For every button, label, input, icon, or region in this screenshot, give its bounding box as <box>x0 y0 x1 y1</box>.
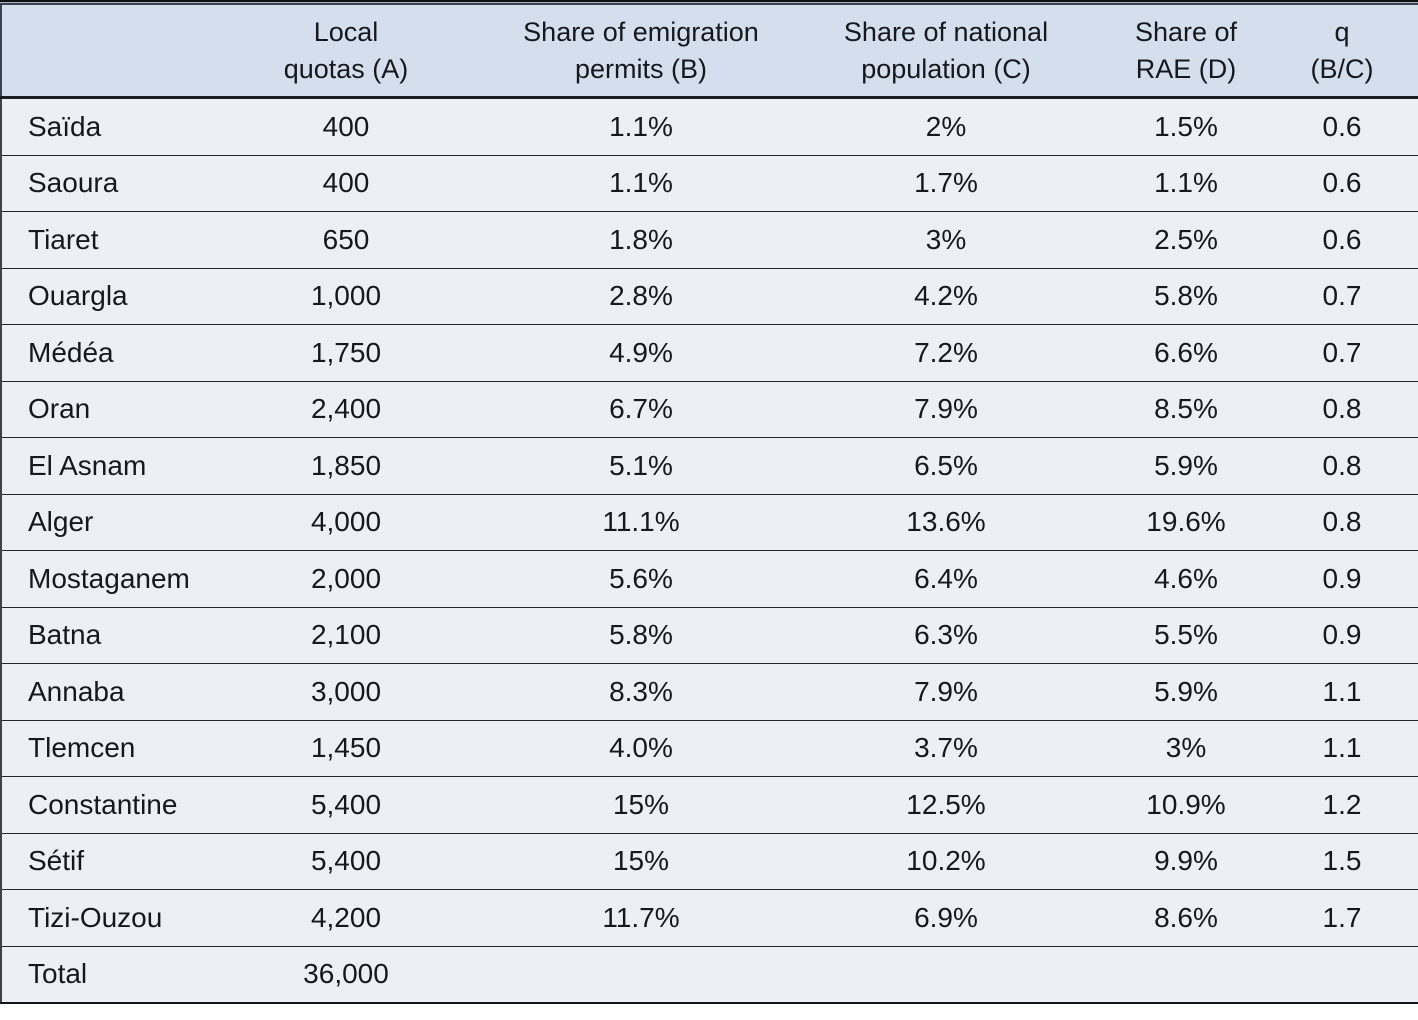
region-name-cell: Oran <box>1 381 196 438</box>
emigration-share-cell: 8.3% <box>496 664 786 721</box>
q-ratio-cell <box>1266 946 1418 1003</box>
col-header-line: Share of <box>1134 16 1238 47</box>
rae-share-cell: 5.5% <box>1106 607 1266 664</box>
q-ratio-cell: 1.5 <box>1266 833 1418 890</box>
emigration-share-cell: 15% <box>496 833 786 890</box>
col-header-emigration-permits <box>496 4 786 98</box>
local-quotas-cell: 4,200 <box>196 890 496 947</box>
q-ratio-cell: 0.9 <box>1266 607 1418 664</box>
q-ratio-cell: 0.9 <box>1266 551 1418 608</box>
population-share-cell: 3% <box>786 212 1106 269</box>
emigration-share-cell: 4.9% <box>496 325 786 382</box>
col-header-rae-share <box>1106 4 1266 98</box>
col-header-line: permits (B) <box>574 53 707 84</box>
col-header-line: RAE (D) <box>1135 53 1237 84</box>
population-share-cell: 3.7% <box>786 720 1106 777</box>
emigration-share-cell: 1.8% <box>496 212 786 269</box>
q-ratio-cell: 1.1 <box>1266 720 1418 777</box>
rae-share-cell: 1.5% <box>1106 98 1266 156</box>
rae-share-cell: 8.6% <box>1106 890 1266 947</box>
col-header-line: (B/C) <box>1310 53 1374 84</box>
emigration-share-cell <box>496 946 786 1003</box>
region-name-cell: Sétif <box>1 833 196 890</box>
region-name-cell: Tlemcen <box>1 720 196 777</box>
emigration-share-cell: 5.6% <box>496 551 786 608</box>
col-header-region-blank <box>1 4 196 98</box>
emigration-share-cell: 6.7% <box>496 381 786 438</box>
population-share-cell: 1.7% <box>786 155 1106 212</box>
rae-share-cell: 9.9% <box>1106 833 1266 890</box>
col-header-q-ratio <box>1266 4 1418 98</box>
emigration-share-cell: 1.1% <box>496 98 786 156</box>
table-row <box>1 833 1418 890</box>
emigration-share-cell: 11.7% <box>496 890 786 947</box>
rae-share-cell: 19.6% <box>1106 494 1266 551</box>
population-share-cell: 7.9% <box>786 381 1106 438</box>
q-ratio-cell: 0.7 <box>1266 325 1418 382</box>
q-ratio-cell: 0.6 <box>1266 212 1418 269</box>
table-row <box>1 720 1418 777</box>
q-ratio-cell: 0.8 <box>1266 381 1418 438</box>
q-ratio-cell: 0.8 <box>1266 438 1418 495</box>
table-row <box>1 494 1418 551</box>
table-row <box>1 607 1418 664</box>
rae-share-cell: 6.6% <box>1106 325 1266 382</box>
rae-share-cell <box>1106 946 1266 1003</box>
table-row-total <box>1 946 1418 1003</box>
region-name-cell: Tiaret <box>1 212 196 269</box>
col-header-line: quotas (A) <box>283 53 409 84</box>
emigration-share-cell: 4.0% <box>496 720 786 777</box>
q-ratio-cell: 0.8 <box>1266 494 1418 551</box>
region-name-cell: Saoura <box>1 155 196 212</box>
local-quotas-cell: 2,000 <box>196 551 496 608</box>
population-share-cell: 13.6% <box>786 494 1106 551</box>
local-quotas-cell: 650 <box>196 212 496 269</box>
table-row <box>1 664 1418 721</box>
table-row <box>1 381 1418 438</box>
q-ratio-cell: 0.7 <box>1266 268 1418 325</box>
region-name-cell: Saïda <box>1 98 196 156</box>
population-share-cell: 4.2% <box>786 268 1106 325</box>
table-row <box>1 268 1418 325</box>
q-ratio-cell: 0.6 <box>1266 98 1418 156</box>
population-share-cell: 7.2% <box>786 325 1106 382</box>
local-quotas-cell: 1,450 <box>196 720 496 777</box>
q-ratio-cell: 1.7 <box>1266 890 1418 947</box>
local-quotas-cell: 1,000 <box>196 268 496 325</box>
population-share-cell: 12.5% <box>786 777 1106 834</box>
table-row <box>1 777 1418 834</box>
col-header-line: Share of emigration <box>523 16 759 47</box>
emigration-share-cell: 11.1% <box>496 494 786 551</box>
region-name-cell: Batna <box>1 607 196 664</box>
table-row <box>1 325 1418 382</box>
rae-share-cell: 5.8% <box>1106 268 1266 325</box>
local-quotas-cell: 36,000 <box>196 946 496 1003</box>
rae-share-cell: 8.5% <box>1106 381 1266 438</box>
rae-share-cell: 5.9% <box>1106 438 1266 495</box>
header-row <box>1 4 1418 98</box>
region-name-cell: Tizi-Ouzou <box>1 890 196 947</box>
population-share-cell: 6.9% <box>786 890 1106 947</box>
emigration-share-cell: 2.8% <box>496 268 786 325</box>
emigration-share-cell: 5.8% <box>496 607 786 664</box>
region-name-cell: Ouargla <box>1 268 196 325</box>
col-header-national-population <box>786 4 1106 98</box>
population-share-cell: 6.5% <box>786 438 1106 495</box>
col-header-line: population (C) <box>861 53 1031 84</box>
emigration-share-cell: 5.1% <box>496 438 786 495</box>
rae-share-cell: 4.6% <box>1106 551 1266 608</box>
emigration-share-cell: 1.1% <box>496 155 786 212</box>
population-share-cell: 6.3% <box>786 607 1106 664</box>
table-row <box>1 212 1418 269</box>
q-ratio-cell: 1.1 <box>1266 664 1418 721</box>
col-header-line: Share of national <box>843 16 1049 47</box>
local-quotas-cell: 5,400 <box>196 833 496 890</box>
local-quotas-cell: 1,750 <box>196 325 496 382</box>
region-name-cell: Constantine <box>1 777 196 834</box>
local-quotas-cell: 4,000 <box>196 494 496 551</box>
local-quotas-cell: 1,850 <box>196 438 496 495</box>
rae-share-cell: 1.1% <box>1106 155 1266 212</box>
local-quotas-cell: 400 <box>196 98 496 156</box>
region-name-cell: Annaba <box>1 664 196 721</box>
q-ratio-cell: 1.2 <box>1266 777 1418 834</box>
local-quotas-cell: 400 <box>196 155 496 212</box>
col-header-line: q <box>1334 16 1350 47</box>
table-row <box>1 98 1418 156</box>
rae-share-cell: 5.9% <box>1106 664 1266 721</box>
table-row <box>1 551 1418 608</box>
local-quotas-cell: 2,400 <box>196 381 496 438</box>
rae-share-cell: 3% <box>1106 720 1266 777</box>
local-quotas-cell: 3,000 <box>196 664 496 721</box>
population-share-cell: 10.2% <box>786 833 1106 890</box>
col-header-local-quotas <box>196 4 496 98</box>
region-name-cell: El Asnam <box>1 438 196 495</box>
local-quotas-cell: 2,100 <box>196 607 496 664</box>
table-row <box>1 155 1418 212</box>
region-name-cell: Médéa <box>1 325 196 382</box>
region-name-cell: Total <box>1 946 196 1003</box>
local-quotas-cell: 5,400 <box>196 777 496 834</box>
table-row <box>1 890 1418 947</box>
population-share-cell <box>786 946 1106 1003</box>
population-share-cell: 2% <box>786 98 1106 156</box>
rae-share-cell: 10.9% <box>1106 777 1266 834</box>
col-header-line: Local <box>313 16 379 47</box>
table-row <box>1 438 1418 495</box>
population-share-cell: 7.9% <box>786 664 1106 721</box>
population-share-cell: 6.4% <box>786 551 1106 608</box>
rae-share-cell: 2.5% <box>1106 212 1266 269</box>
q-ratio-cell: 0.6 <box>1266 155 1418 212</box>
emigration-quota-table <box>0 3 1418 1004</box>
emigration-share-cell: 15% <box>496 777 786 834</box>
region-name-cell: Alger <box>1 494 196 551</box>
region-name-cell: Mostaganem <box>1 551 196 608</box>
